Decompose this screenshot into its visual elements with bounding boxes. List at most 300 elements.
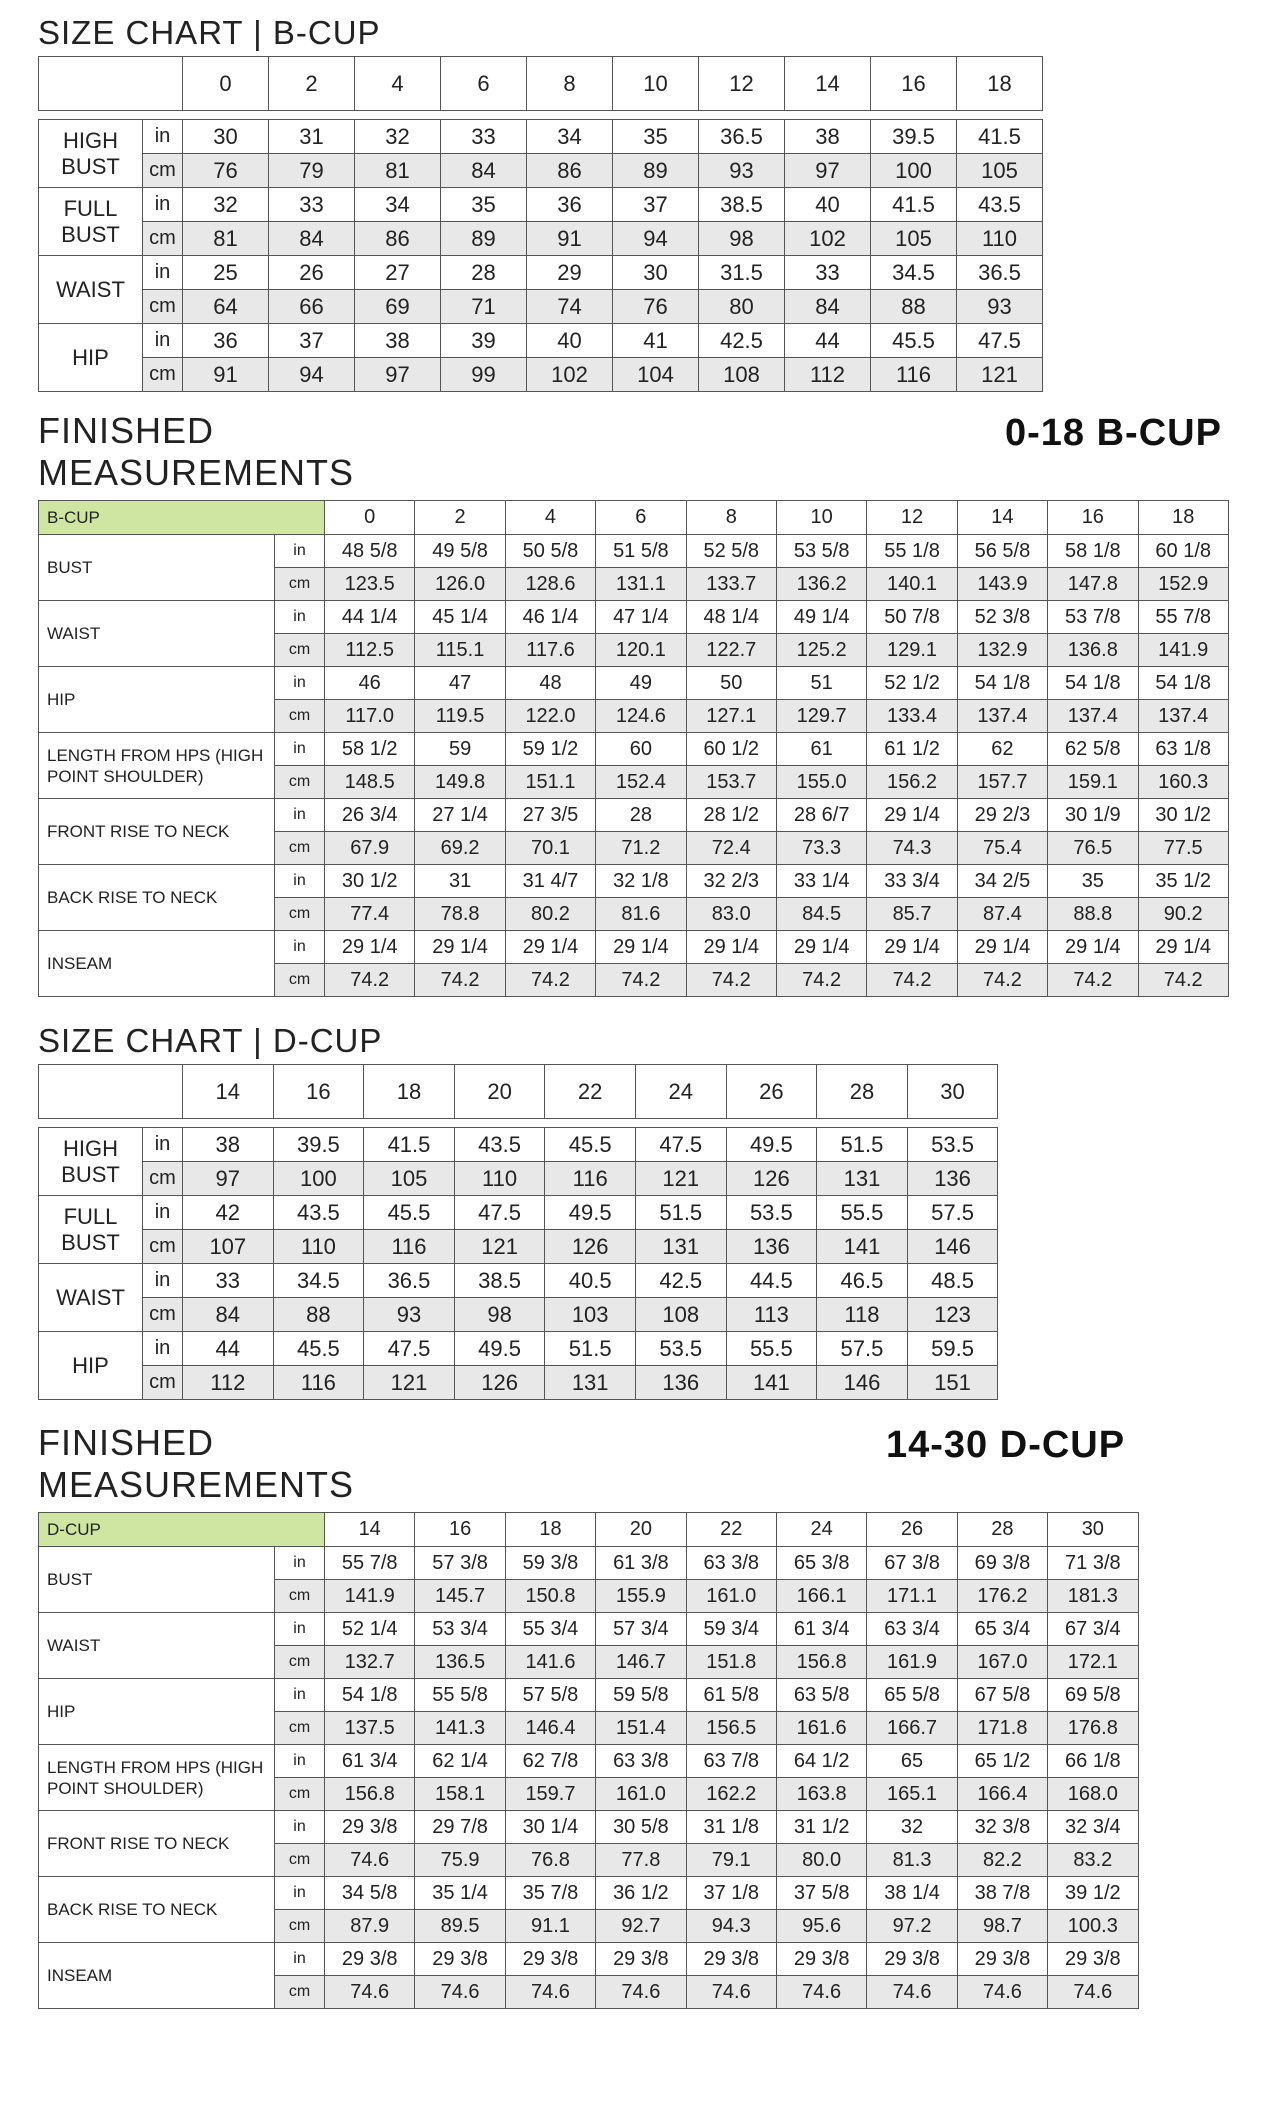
unit-label: in [143,1264,183,1298]
value-cell: 62 7/8 [505,1745,595,1778]
value-cell: 171.1 [867,1580,957,1613]
value-cell: 47 1/4 [596,601,686,634]
value-cell: 151 [907,1366,998,1400]
value-cell: 166.4 [957,1778,1047,1811]
value-cell: 132.9 [957,634,1047,667]
value-cell: 57 5/8 [505,1679,595,1712]
value-cell: 33 [785,256,871,290]
size-header-row [39,1065,998,1119]
value-cell: 74.6 [1048,1976,1138,2009]
unit-label: cm [275,700,325,733]
value-cell: 113 [726,1298,817,1332]
value-cell: 131 [817,1162,908,1196]
value-cell: 46.5 [817,1264,908,1298]
size-header-cell: 18 [1138,501,1228,535]
value-cell: 61 3/4 [325,1745,415,1778]
value-cell: 44 [183,1332,274,1366]
value-cell: 67.9 [325,832,415,865]
value-cell: 146.7 [596,1646,686,1679]
value-cell: 117.6 [505,634,595,667]
value-cell: 45.5 [871,324,957,358]
value-cell: 88 [871,290,957,324]
value-cell: 89.5 [415,1910,505,1943]
value-cell: 93 [957,290,1043,324]
measurement-row [39,1298,998,1332]
value-cell: 123.5 [325,568,415,601]
size-header-cell: 6 [596,501,686,535]
value-cell: 29 1/4 [686,931,776,964]
finished-row [39,667,1229,700]
finished-label: BUST [39,1547,275,1613]
unit-label: in [143,188,183,222]
value-cell: 100 [871,154,957,188]
value-cell: 80.0 [776,1844,866,1877]
value-cell: 31 1/2 [776,1811,866,1844]
value-cell: 86 [355,222,441,256]
value-cell: 58 1/2 [325,733,415,766]
value-cell: 91 [527,222,613,256]
value-cell: 54 1/8 [325,1679,415,1712]
finished-row [39,733,1229,766]
value-cell: 35 7/8 [505,1877,595,1910]
value-cell: 59 5/8 [596,1679,686,1712]
value-cell: 147.8 [1048,568,1138,601]
value-cell: 148.5 [325,766,415,799]
unit-label: in [275,931,325,964]
value-cell: 79 [269,154,355,188]
measurement-row [39,324,1043,358]
value-cell: 131.1 [596,568,686,601]
size-header-cell: 2 [269,57,355,111]
value-cell: 74.6 [325,1976,415,2009]
value-cell: 141.6 [505,1646,595,1679]
value-cell: 51 5/8 [596,535,686,568]
value-cell: 70.1 [505,832,595,865]
value-cell: 42.5 [699,324,785,358]
value-cell: 69 5/8 [1048,1679,1138,1712]
value-cell: 121 [957,358,1043,392]
value-cell: 97 [183,1162,274,1196]
measurement-label: HIGH BUST [39,120,143,188]
value-cell: 29 3/8 [1048,1943,1138,1976]
value-cell: 83.2 [1048,1844,1138,1877]
value-cell: 74.6 [505,1976,595,2009]
value-cell: 91 [183,358,269,392]
value-cell: 42 [183,1196,274,1230]
spacer-cell [39,1119,998,1128]
value-cell: 112 [183,1366,274,1400]
value-cell: 64 1/2 [776,1745,866,1778]
value-cell: 136.2 [776,568,866,601]
value-cell: 40 [785,188,871,222]
value-cell: 86 [527,154,613,188]
value-cell: 39 [441,324,527,358]
unit-label: in [275,1943,325,1976]
value-cell: 45.5 [364,1196,455,1230]
finished-label: BACK RISE TO NECK [39,865,275,931]
value-cell: 29 3/8 [776,1943,866,1976]
size-header-cell: 8 [527,57,613,111]
value-cell: 28 [596,799,686,832]
value-cell: 32 [867,1811,957,1844]
size-header-cell: 18 [505,1513,595,1547]
size-header-cell: 30 [1048,1513,1138,1547]
value-cell: 61 3/8 [596,1547,686,1580]
spacer-row [39,1119,998,1128]
value-cell: 61 3/4 [776,1613,866,1646]
value-cell: 128.6 [505,568,595,601]
value-cell: 62 1/4 [415,1745,505,1778]
value-cell: 72.4 [686,832,776,865]
value-cell: 29 3/8 [415,1943,505,1976]
size-header-cell: 14 [785,57,871,111]
measurement-row [39,1366,998,1400]
value-cell: 57.5 [817,1332,908,1366]
value-cell: 52 1/2 [867,667,957,700]
size-header-cell: 30 [907,1065,998,1119]
size-header-cell: 16 [273,1065,364,1119]
value-cell: 181.3 [1048,1580,1138,1613]
value-cell: 143.9 [957,568,1047,601]
value-cell: 65 [867,1745,957,1778]
value-cell: 59 3/8 [505,1547,595,1580]
value-cell: 36.5 [699,120,785,154]
value-cell: 39.5 [273,1128,364,1162]
unit-label: cm [275,964,325,997]
value-cell: 59 [415,733,505,766]
value-cell: 63 1/8 [1138,733,1228,766]
size-header-cell: 16 [871,57,957,111]
value-cell: 49 [596,667,686,700]
value-cell: 58 1/8 [1048,535,1138,568]
value-cell: 29 1/4 [415,931,505,964]
value-cell: 151.4 [596,1712,686,1745]
cup-label-cell: B-CUP [39,501,325,535]
unit-label: cm [143,1366,183,1400]
size-header-cell: 12 [699,57,785,111]
value-cell: 137.4 [1048,700,1138,733]
value-cell: 55 5/8 [415,1679,505,1712]
value-cell: 32 1/8 [596,865,686,898]
value-cell: 105 [364,1162,455,1196]
value-cell: 84 [183,1298,274,1332]
value-cell: 74.2 [325,964,415,997]
b-finished-title-line1: FINISHED [38,410,215,451]
value-cell: 115.1 [415,634,505,667]
value-cell: 63 3/4 [867,1613,957,1646]
value-cell: 33 [183,1264,274,1298]
value-cell: 59 3/4 [686,1613,776,1646]
d-finished-title [38,1422,354,1506]
measurement-label: HIP [39,1332,143,1400]
value-cell: 59.5 [907,1332,998,1366]
unit-label: in [275,667,325,700]
size-header-cell: 14 [957,501,1047,535]
finished-label: BUST [39,535,275,601]
value-cell: 45.5 [273,1332,364,1366]
measurement-row [39,1128,998,1162]
unit-label: cm [143,358,183,392]
value-cell: 127.1 [686,700,776,733]
finished-label: HIP [39,667,275,733]
value-cell: 29 2/3 [957,799,1047,832]
value-cell: 29 3/8 [596,1943,686,1976]
value-cell: 60 [596,733,686,766]
unit-label: in [143,256,183,290]
unit-label: cm [143,290,183,324]
value-cell: 47.5 [454,1196,545,1230]
value-cell: 71 3/8 [1048,1547,1138,1580]
value-cell: 63 7/8 [686,1745,776,1778]
value-cell: 74.2 [1048,964,1138,997]
value-cell: 66 [269,290,355,324]
value-cell: 44 1/4 [325,601,415,634]
value-cell: 62 5/8 [1048,733,1138,766]
unit-label: cm [275,634,325,667]
value-cell: 118 [817,1298,908,1332]
value-cell: 27 3/5 [505,799,595,832]
value-cell: 57 3/8 [415,1547,505,1580]
value-cell: 43.5 [454,1128,545,1162]
value-cell: 31 4/7 [505,865,595,898]
value-cell: 112.5 [325,634,415,667]
value-cell: 81 [183,222,269,256]
unit-label: cm [275,568,325,601]
value-cell: 76.5 [1048,832,1138,865]
unit-label: cm [275,1580,325,1613]
value-cell: 28 1/2 [686,799,776,832]
value-cell: 168.0 [1048,1778,1138,1811]
value-cell: 136 [726,1230,817,1264]
value-cell: 129.7 [776,700,866,733]
value-cell: 61 5/8 [686,1679,776,1712]
value-cell: 103 [545,1298,636,1332]
finished-row [39,1679,1139,1712]
value-cell: 39.5 [871,120,957,154]
value-cell: 54 1/8 [1138,667,1228,700]
value-cell: 74.2 [776,964,866,997]
value-cell: 66 1/8 [1048,1745,1138,1778]
value-cell: 172.1 [1048,1646,1138,1679]
measurement-row [39,1230,998,1264]
value-cell: 87.4 [957,898,1047,931]
d-size-chart-table [38,1064,998,1400]
unit-label: in [275,1547,325,1580]
value-cell: 53.5 [726,1196,817,1230]
value-cell: 29 1/4 [325,931,415,964]
value-cell: 141.9 [1138,634,1228,667]
value-cell: 161.6 [776,1712,866,1745]
value-cell: 54 1/8 [1048,667,1138,700]
unit-label: cm [275,1646,325,1679]
finished-row [39,535,1229,568]
value-cell: 49.5 [726,1128,817,1162]
value-cell: 64 [183,290,269,324]
value-cell: 48 1/4 [686,601,776,634]
value-cell: 27 1/4 [415,799,505,832]
value-cell: 156.8 [776,1646,866,1679]
value-cell: 155.0 [776,766,866,799]
value-cell: 78.8 [415,898,505,931]
finished-label: WAIST [39,1613,275,1679]
finished-row [39,799,1229,832]
value-cell: 48 [505,667,595,700]
value-cell: 157.7 [957,766,1047,799]
unit-label: in [275,865,325,898]
unit-label: in [275,733,325,766]
size-header-cell: 16 [415,1513,505,1547]
measurement-row [39,1264,998,1298]
size-header-cell: 26 [726,1065,817,1119]
value-cell: 29 3/8 [686,1943,776,1976]
value-cell: 44 [785,324,871,358]
value-cell: 74.6 [596,1976,686,2009]
value-cell: 120.1 [596,634,686,667]
finished-row [39,931,1229,964]
finished-header-row [39,1513,1139,1547]
value-cell: 149.8 [415,766,505,799]
value-cell: 31.5 [699,256,785,290]
value-cell: 166.1 [776,1580,866,1613]
value-cell: 121 [364,1366,455,1400]
value-cell: 33 1/4 [776,865,866,898]
value-cell: 37 5/8 [776,1877,866,1910]
value-cell: 40 [527,324,613,358]
value-cell: 100 [273,1162,364,1196]
size-header-cell: 24 [635,1065,726,1119]
value-cell: 167.0 [957,1646,1047,1679]
value-cell: 158.1 [415,1778,505,1811]
size-header-cell: 12 [867,501,957,535]
unit-label: in [143,1332,183,1366]
size-header-cell: 8 [686,501,776,535]
value-cell: 79.1 [686,1844,776,1877]
unit-label: in [143,120,183,154]
value-cell: 133.4 [867,700,957,733]
value-cell: 54 1/8 [957,667,1047,700]
value-cell: 38 [355,324,441,358]
value-cell: 141.9 [325,1580,415,1613]
unit-label: in [143,1128,183,1162]
value-cell: 29 1/4 [776,931,866,964]
value-cell: 116 [871,358,957,392]
value-cell: 89 [441,222,527,256]
value-cell: 150.8 [505,1580,595,1613]
value-cell: 105 [957,154,1043,188]
value-cell: 82.2 [957,1844,1047,1877]
value-cell: 102 [785,222,871,256]
size-header-cell: 18 [957,57,1043,111]
value-cell: 71.2 [596,832,686,865]
value-cell: 29 1/4 [867,799,957,832]
value-cell: 74.6 [776,1976,866,2009]
unit-label: cm [143,154,183,188]
value-cell: 152.9 [1138,568,1228,601]
size-header-cell: 4 [355,57,441,111]
value-cell: 61 1/2 [867,733,957,766]
value-cell: 28 [441,256,527,290]
value-cell: 53.5 [907,1128,998,1162]
value-cell: 77.5 [1138,832,1228,865]
value-cell: 166.7 [867,1712,957,1745]
value-cell: 38 7/8 [957,1877,1047,1910]
unit-label: in [275,1745,325,1778]
value-cell: 74.6 [686,1976,776,2009]
value-cell: 141 [726,1366,817,1400]
value-cell: 108 [699,358,785,392]
value-cell: 116 [545,1162,636,1196]
value-cell: 50 [686,667,776,700]
value-cell: 57 3/4 [596,1613,686,1646]
value-cell: 49.5 [545,1196,636,1230]
value-cell: 34.5 [273,1264,364,1298]
value-cell: 41.5 [957,120,1043,154]
value-cell: 29 3/8 [325,1811,415,1844]
value-cell: 67 5/8 [957,1679,1047,1712]
value-cell: 32 [183,188,269,222]
value-cell: 32 3/8 [957,1811,1047,1844]
value-cell: 36 [527,188,613,222]
value-cell: 63 3/8 [686,1547,776,1580]
value-cell: 137.5 [325,1712,415,1745]
value-cell: 98 [454,1298,545,1332]
value-cell: 159.7 [505,1778,595,1811]
value-cell: 136.8 [1048,634,1138,667]
size-header-cell: 20 [454,1065,545,1119]
value-cell: 93 [364,1298,455,1332]
value-cell: 136.5 [415,1646,505,1679]
value-cell: 146 [907,1230,998,1264]
value-cell: 29 [527,256,613,290]
d-size-chart-title: SIZE CHART | D-CUP [38,1022,383,1059]
value-cell: 156.2 [867,766,957,799]
value-cell: 73.3 [776,832,866,865]
value-cell: 153.7 [686,766,776,799]
measurement-label: HIGH BUST [39,1128,143,1196]
unit-label: in [143,324,183,358]
size-header-cell: 28 [817,1065,908,1119]
value-cell: 34 [355,188,441,222]
unit-label: cm [275,832,325,865]
b-finished-title [38,410,354,494]
value-cell: 60 1/2 [686,733,776,766]
value-cell: 65 5/8 [867,1679,957,1712]
size-header-cell: 10 [776,501,866,535]
value-cell: 107 [183,1230,274,1264]
value-cell: 49.5 [454,1332,545,1366]
value-cell: 34 5/8 [325,1877,415,1910]
value-cell: 159.1 [1048,766,1138,799]
value-cell: 98 [699,222,785,256]
size-header-cell: 6 [441,57,527,111]
value-cell: 97 [785,154,871,188]
unit-label: cm [275,1712,325,1745]
value-cell: 71 [441,290,527,324]
value-cell: 29 7/8 [415,1811,505,1844]
value-cell: 35 [1048,865,1138,898]
value-cell: 30 1/9 [1048,799,1138,832]
d-finished-table [38,1512,1139,2009]
value-cell: 50 7/8 [867,601,957,634]
value-cell: 65 3/8 [776,1547,866,1580]
finished-row [39,865,1229,898]
size-header-cell: 16 [1048,501,1138,535]
value-cell: 136 [907,1162,998,1196]
b-range-title: 0-18 B-CUP [1005,412,1222,454]
value-cell: 122.0 [505,700,595,733]
value-cell: 136 [635,1366,726,1400]
finished-row [39,1613,1139,1646]
